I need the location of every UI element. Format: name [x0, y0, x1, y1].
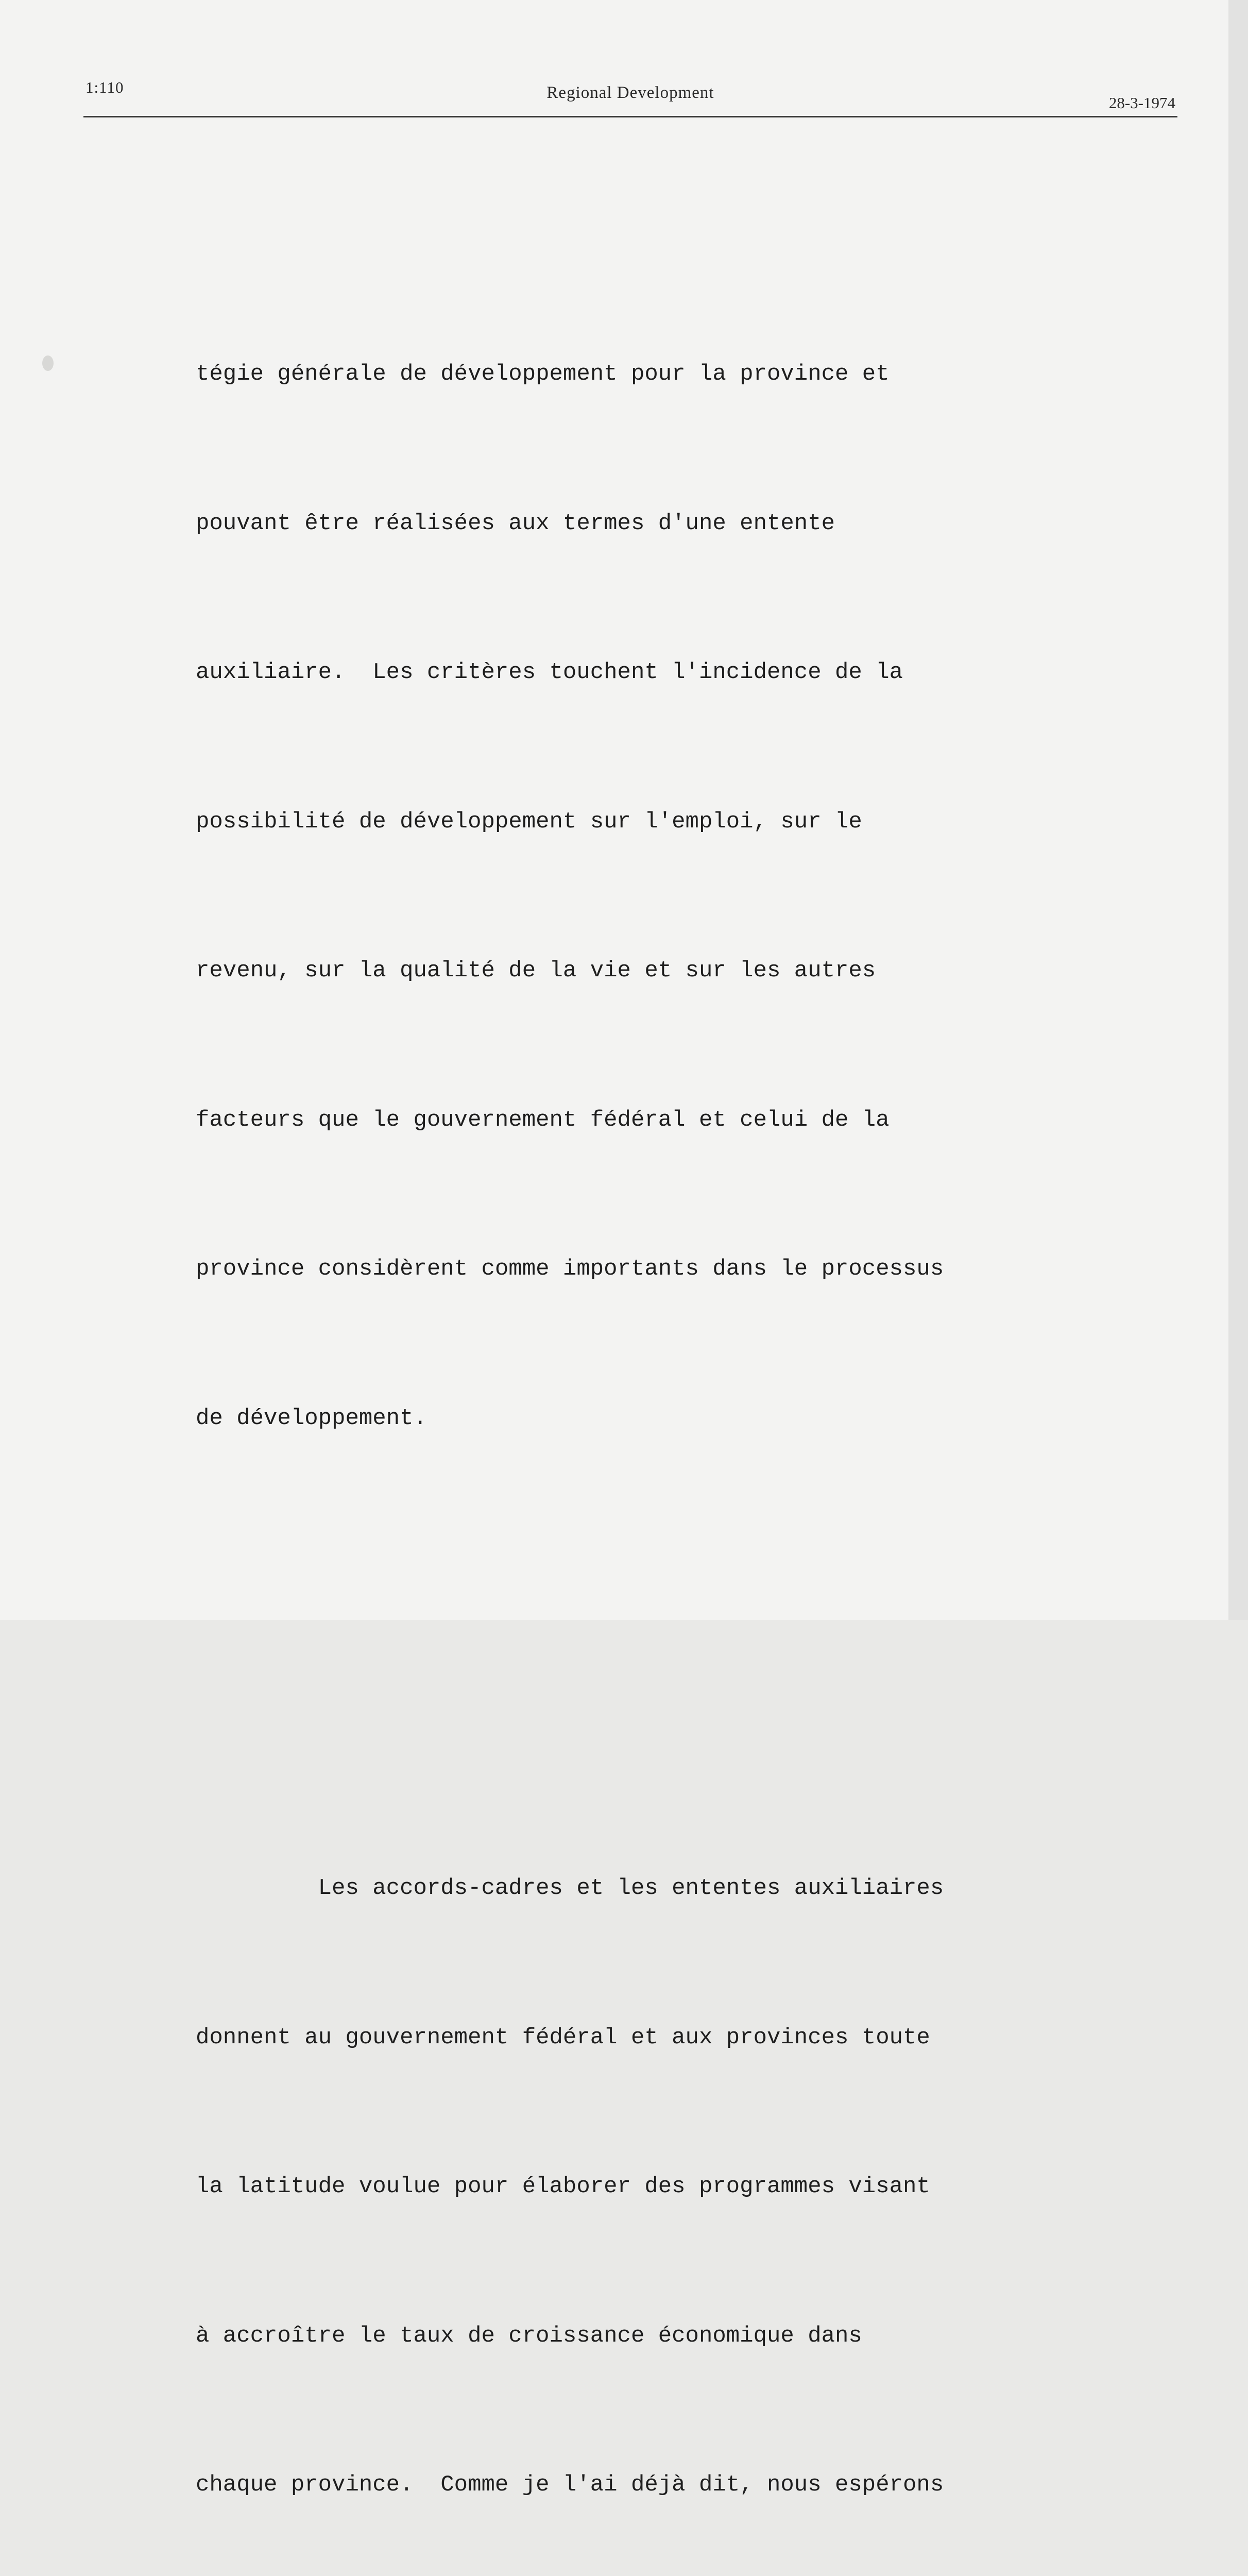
paragraph-gap: [196, 1642, 1040, 1665]
paragraph-1: [196, 250, 1040, 1543]
paragraph-2: [196, 1764, 1040, 2576]
text-line: chaque province. Comme je l'ai déjà dit, nous espérons: [196, 2472, 944, 2498]
text-line: auxiliaire. Les critères touchent l'incidence de la: [196, 659, 903, 685]
text-line: tégie générale de développement pour la province et: [196, 361, 890, 387]
text-line: possibilité de développement sur l'emploi, sur le: [196, 808, 862, 835]
header-rule: [83, 116, 1177, 117]
paper-mark: [42, 355, 54, 371]
text-line: de développement.: [196, 1405, 427, 1431]
header-page-number: 1:110: [86, 78, 124, 96]
text-line: la latitude voulue pour élaborer des programmes visant: [196, 2174, 930, 2199]
text-line: province considèrent comme importants dans le processus: [196, 1256, 944, 1282]
text-line: Les accords-cadres et les ententes auxiliaires: [196, 1875, 944, 1901]
text-line: donnent au gouvernement fédéral et aux provinces toute: [196, 2024, 930, 2050]
text-line: pouvant être réalisées aux termes d'une entente: [196, 510, 835, 536]
header-date: 28-3-1974: [1108, 94, 1175, 112]
body-text: [196, 150, 1040, 2576]
page-edge-shadow: [1228, 0, 1248, 1620]
text-line: à accroître le taux de croissance économique dans: [196, 2323, 862, 2349]
text-line: revenu, sur la qualité de la vie et sur les autres: [196, 958, 876, 984]
page-header: [83, 77, 1177, 117]
text-line: facteurs que le gouvernement fédéral et celui de la: [196, 1107, 890, 1133]
header-title: Regional Development: [546, 83, 714, 102]
